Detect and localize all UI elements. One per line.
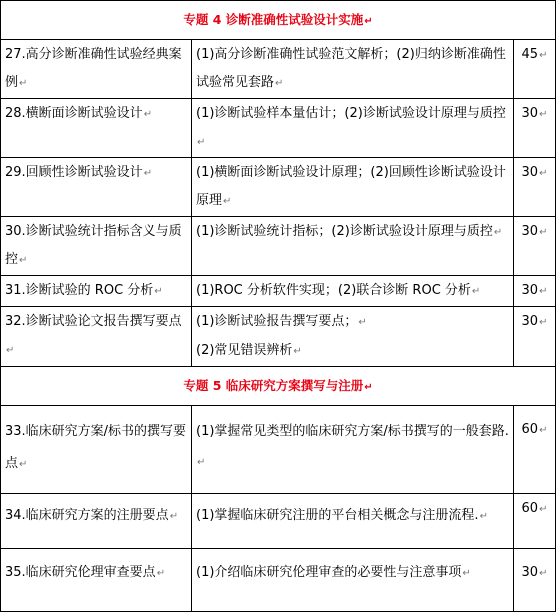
hours-value: 45 [521, 47, 539, 62]
paragraph-mark-icon: ↵ [293, 346, 302, 357]
topic-content: (1)介绍临床研究伦理审查的必要性与注意事项 [196, 565, 462, 580]
topic-content-line: (1)诊断试验报告撰写要点； [196, 314, 358, 329]
hours-value: 30 [521, 283, 539, 298]
topic-content-cell [192, 406, 514, 494]
hours-cell [514, 406, 556, 494]
topic-title: 34.临床研究方案的注册要点 [5, 508, 169, 523]
section-header-row [1, 367, 556, 406]
section-header-row [1, 1, 556, 40]
topic-content: (1)诊断试验样本量估计；(2)诊断试验设计原理与质控 [196, 106, 506, 121]
section-title: 专题 5 临床研究方案撰写与注册 [183, 378, 364, 393]
hours-value: 30 [521, 314, 539, 329]
hours-value: 30 [521, 106, 539, 121]
hours-value: 60 [521, 422, 539, 437]
table-row [1, 40, 556, 99]
paragraph-mark-icon: ↵ [471, 286, 481, 297]
hours-cell [514, 40, 556, 99]
paragraph-mark-icon: ↵ [19, 255, 28, 266]
hours-cell [514, 307, 556, 367]
topic-content: (1)掌握常见类型的临床研究方案/标书撰写的一般套路. [196, 424, 509, 439]
topic-title-cell [1, 549, 192, 612]
topic-title: 32.诊断试验论文报告撰写要点 [5, 314, 182, 329]
hours-value: 30 [521, 565, 539, 580]
topic-title: 33.临床研究方案/标书的撰写要点 [5, 424, 187, 471]
topic-content-cell [192, 549, 514, 612]
paragraph-mark-icon: ↵ [143, 168, 153, 179]
topic-title-cell [1, 494, 192, 549]
topic-title: 27.高分诊断准确性试验经典案例 [5, 47, 182, 90]
hours-value: 30 [521, 224, 539, 239]
paragraph-mark-icon: ↵ [539, 568, 548, 579]
paragraph-mark-icon: ↵ [197, 457, 206, 468]
table-row [1, 494, 556, 549]
paragraph-mark-icon: ↵ [539, 425, 548, 436]
paragraph-mark-icon: ↵ [358, 317, 367, 328]
paragraph-mark-icon: ↵ [275, 78, 284, 89]
topic-title-cell [1, 307, 192, 367]
topic-title: 29.回顾性诊断试验设计 [5, 165, 143, 180]
hours-value: 30 [521, 165, 539, 180]
paragraph-mark-icon: ↵ [223, 196, 232, 207]
topic-title-cell [1, 158, 192, 217]
paragraph-mark-icon: ↵ [539, 109, 548, 120]
paragraph-mark-icon: ↵ [19, 459, 28, 470]
topic-title: 28.横断面诊断试验设计 [5, 106, 143, 121]
topic-content-cell [192, 217, 514, 276]
topic-title-cell [1, 406, 192, 494]
topic-title-cell [1, 99, 192, 158]
topic-title: 35.临床研究伦理审查要点 [5, 565, 156, 580]
topic-content-line: (2)常见错误辨析 [196, 343, 293, 358]
table-row [1, 307, 556, 367]
topic-title: 30.诊断试验统计指标含义与质控 [5, 224, 182, 267]
table-row [1, 549, 556, 612]
hours-cell [514, 494, 556, 549]
paragraph-mark-icon: ↵ [479, 511, 488, 522]
topic-content: (1)诊断试验统计指标；(2)诊断试验设计原理与质控 [196, 224, 493, 239]
paragraph-mark-icon: ↵ [539, 168, 548, 179]
hours-cell [514, 217, 556, 276]
topic-content-cell [192, 99, 514, 158]
table-row [1, 99, 556, 158]
paragraph-mark-icon: ↵ [154, 286, 163, 297]
paragraph-mark-icon: ↵ [493, 227, 503, 238]
paragraph-mark-icon: ↵ [539, 286, 548, 297]
hours-cell [514, 549, 556, 612]
topic-title-cell [1, 276, 192, 307]
paragraph-mark-icon: ↵ [197, 137, 206, 148]
topic-content: (1)高分诊断准确性试验范文解析；(2)归纳诊断准确性试验常见套路 [196, 47, 506, 90]
topic-title: 31.诊断试验的 ROC 分析 [5, 283, 154, 298]
paragraph-mark-icon: ↵ [169, 511, 179, 522]
paragraph-mark-icon: ↵ [143, 109, 153, 120]
hours-cell [514, 99, 556, 158]
paragraph-mark-icon: ↵ [364, 382, 373, 393]
paragraph-mark-icon: ↵ [364, 16, 373, 27]
paragraph-mark-icon: ↵ [539, 227, 548, 238]
topic-title-cell [1, 40, 192, 99]
topic-content-cell [192, 276, 514, 307]
table-row [1, 158, 556, 217]
paragraph-mark-icon: ↵ [539, 317, 548, 328]
hours-value: 60 [521, 501, 539, 516]
paragraph-mark-icon: ↵ [539, 50, 548, 61]
paragraph-mark-icon: ↵ [539, 504, 548, 515]
topic-content-cell [192, 307, 514, 367]
paragraph-mark-icon: ↵ [19, 78, 28, 89]
table-row [1, 406, 556, 494]
hours-cell [514, 158, 556, 217]
topic-content-cell [192, 40, 514, 99]
topic-content: (1)横断面诊断试验设计原理；(2)回顾性诊断试验设计原理 [196, 165, 506, 208]
section-title: 专题 4 诊断准确性试验设计实施 [183, 12, 364, 27]
hours-cell [514, 276, 556, 307]
table-row [1, 217, 556, 276]
topic-title-cell [1, 217, 192, 276]
paragraph-mark-icon: ↵ [462, 568, 471, 579]
topic-content-cell [192, 158, 514, 217]
topic-content: (1)ROC 分析软件实现；(2)联合诊断 ROC 分析 [196, 283, 471, 298]
section-header-cell [1, 367, 556, 406]
table-row [1, 276, 556, 307]
topic-content-cell [192, 494, 514, 549]
paragraph-mark-icon: ↵ [6, 345, 15, 356]
section-header-cell [1, 1, 556, 40]
paragraph-mark-icon: ↵ [156, 568, 166, 579]
topic-content: (1)掌握临床研究注册的平台相关概念与注册流程. [196, 508, 479, 523]
